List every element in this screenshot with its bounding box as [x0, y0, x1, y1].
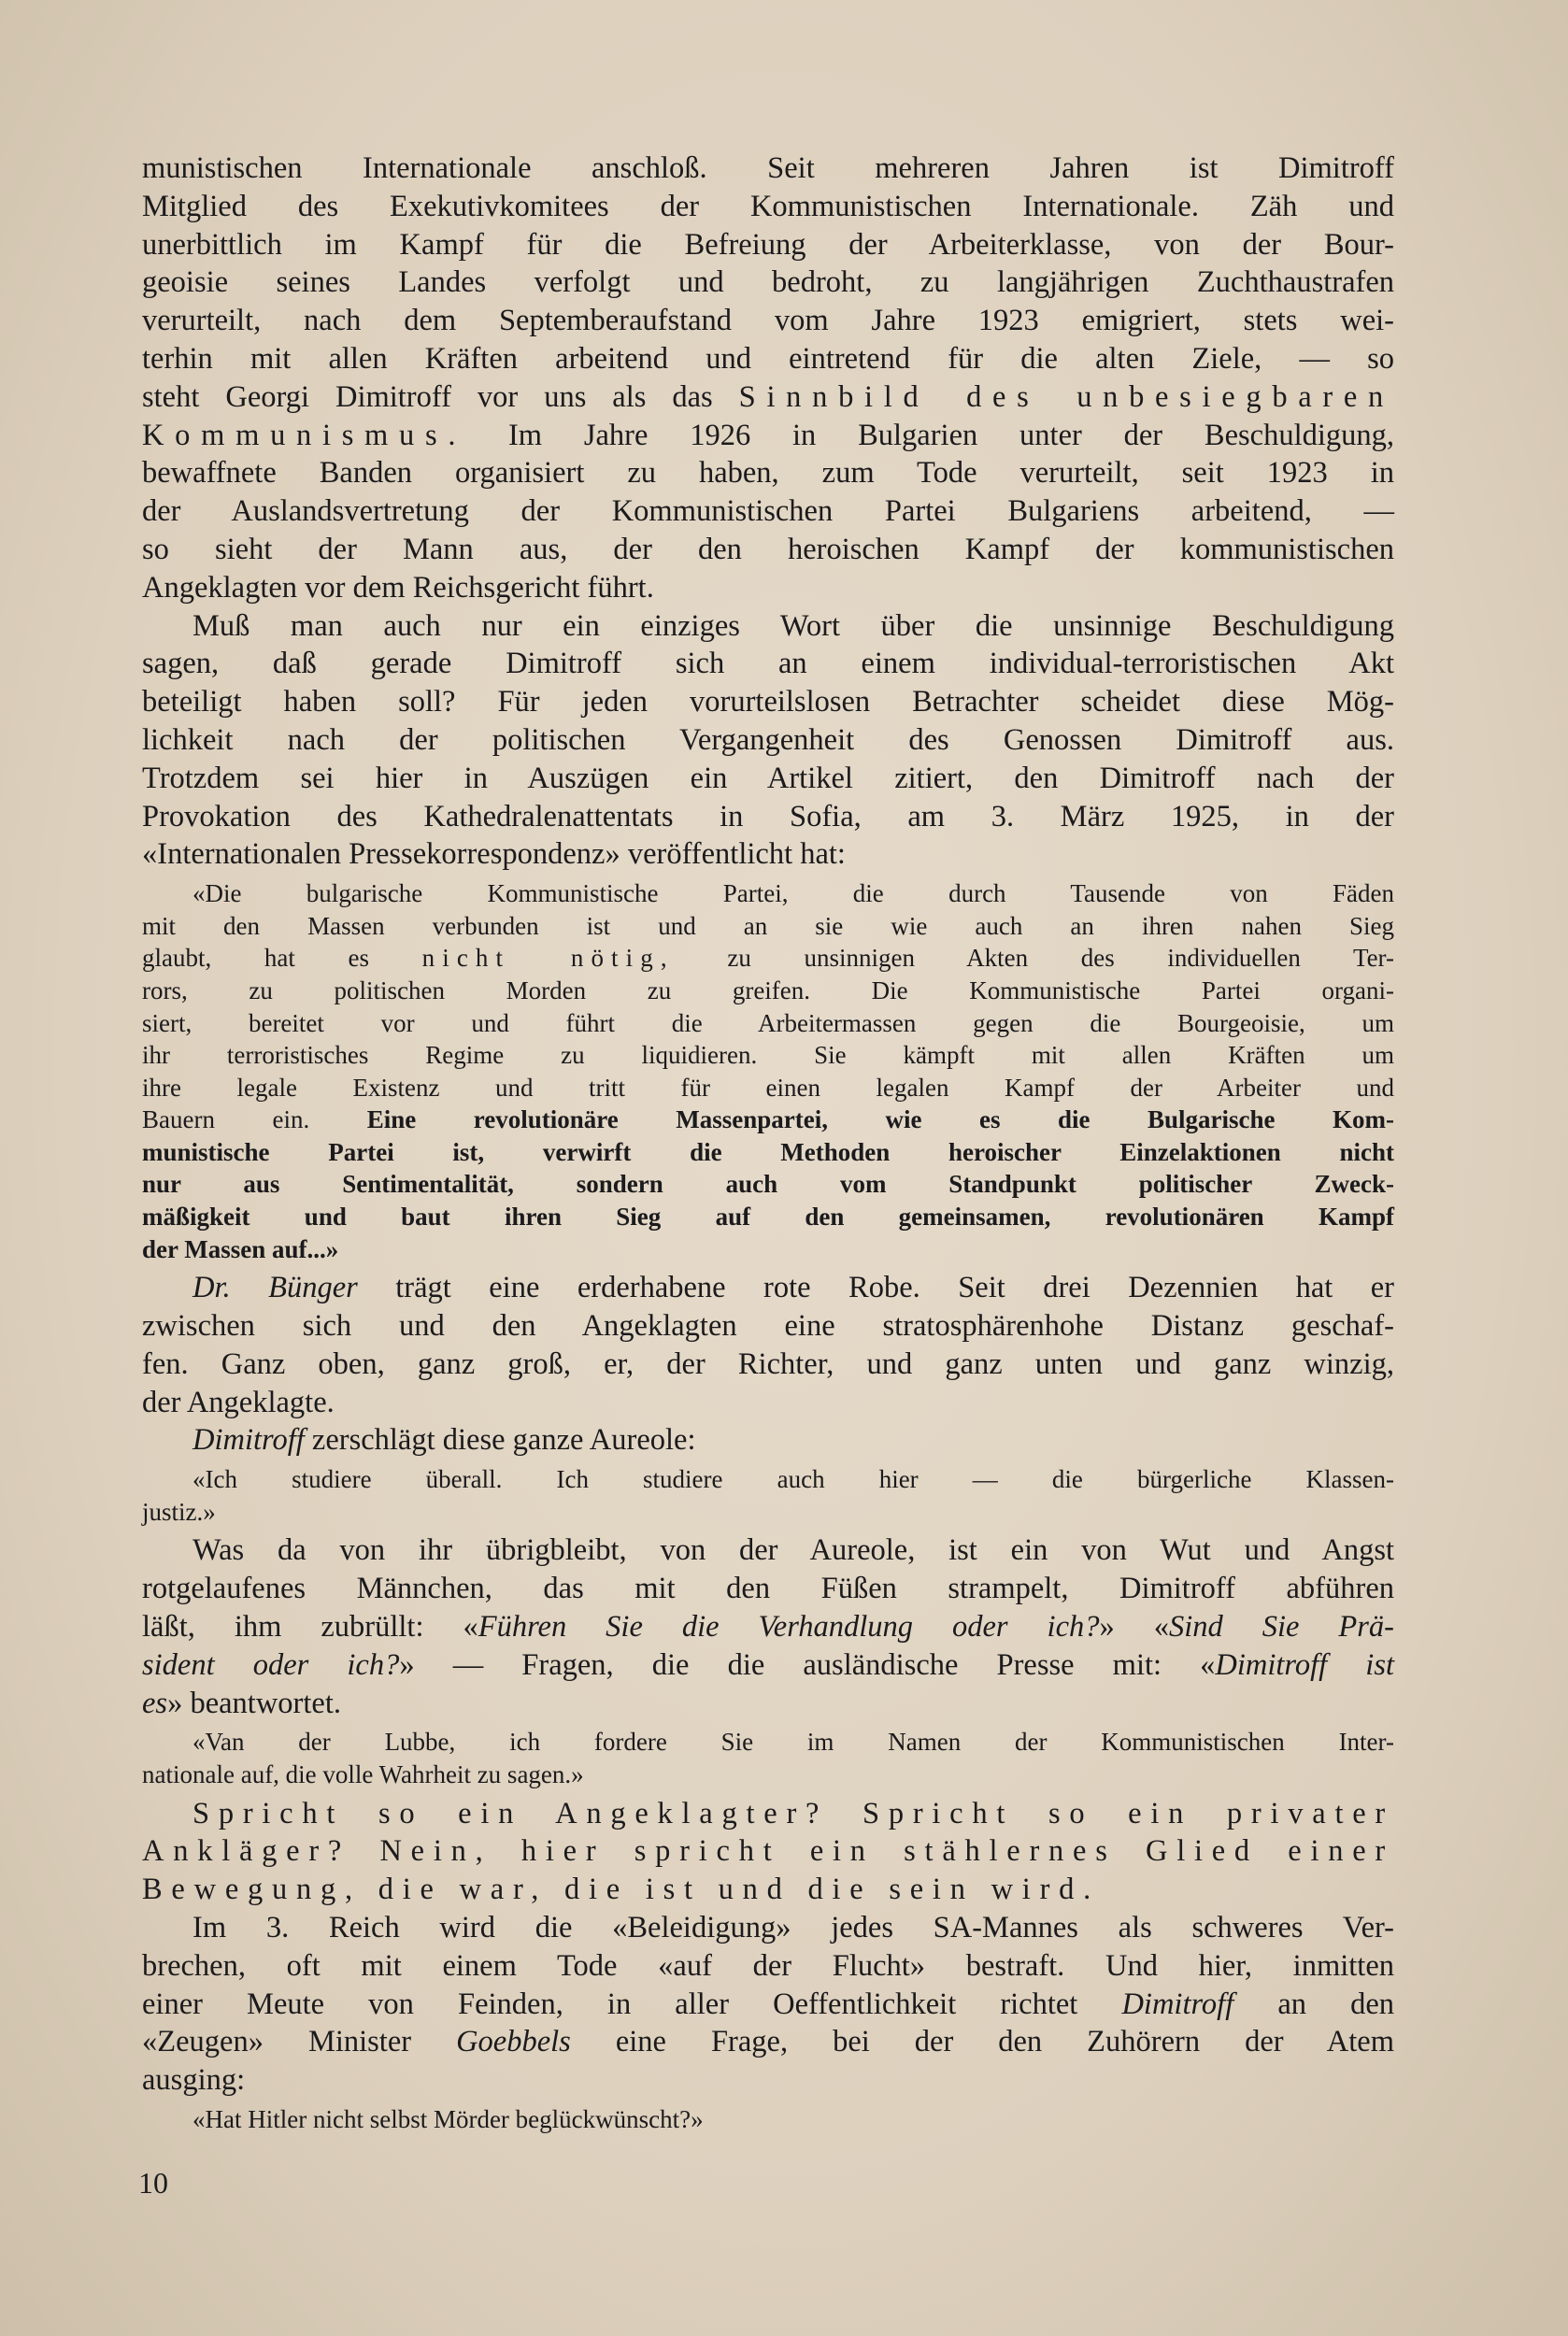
text-line: verurteilt, nach dem Septemberaufstand vom Jahre 1923 emigriert, stets wei-: [142, 304, 1394, 338]
text-run: einer Meute von Feinden, in aller Oeffentlichkeit richtet: [142, 1987, 1078, 2021]
block-quote: [142, 2103, 1394, 2136]
text-line: Was da von ihr übrigbleibt, von der Aureole, ist ein von Wut und Angst: [192, 1533, 1394, 1568]
quote-line: munistische Partei ist, verwirft die Methoden heroischer Einzelaktionen nicht: [142, 1137, 1394, 1166]
quote-line: «Hat Hitler nicht selbst Mörder beglückwünscht?»: [192, 2104, 704, 2133]
italic-name: Dimitroff: [1121, 1987, 1234, 2021]
text-run: » — Fragen, die die ausländische Presse mit: «: [399, 1647, 1216, 1682]
spaced-emphasis-line: Spricht so ein Angeklagter? Spricht so ein privater: [192, 1796, 1394, 1830]
quote-line: mäßigkeit und baut ihren Sieg auf den gemeinsamen, revolutionären Kampf: [142, 1203, 1394, 1232]
text-line: so sieht der Mann aus, der den heroischen Kampf der kommunistischen: [142, 532, 1394, 566]
italic-quote: Sind Sie Prä-: [1169, 1610, 1395, 1645]
text-line: [142, 378, 1394, 417]
text-line: beteiligt haben soll? Für jeden vorurteilslosen Betrachter scheidet diese Mög-: [142, 685, 1394, 719]
text-run: » beantwortet.: [167, 1686, 341, 1720]
text-line: [142, 417, 1394, 455]
text-line: munistischen Internationale anschloß. Seit mehreren Jahren ist Dimitroff: [142, 151, 1394, 185]
text-line: bewaffnete Banden organisiert zu haben, zum Tode verurteilt, seit 1923 in: [142, 456, 1394, 491]
body-text: [142, 150, 1394, 2136]
text-line: der Auslandsvertretung der Kommunistischen Partei Bulgariens arbeitend, —: [142, 494, 1394, 529]
text-line: Im 3. Reich wird die «Beleidigung» jedes SA-Mannes als schweres Ver-: [192, 1911, 1394, 1944]
quote-line: mit den Massen verbunden ist und an sie wie auch an ihren nahen Sieg: [142, 911, 1394, 940]
text-line: Provokation des Kathedralenattentats in Sofia, am 3. März 1925, in der: [142, 799, 1394, 833]
bold-emphasis: Eine revolutionäre Massenpartei, wie es die Bulgarische Kom-: [366, 1105, 1395, 1134]
italic-quote: Führen Sie die Verhandlung oder ich?: [478, 1610, 1100, 1645]
text-line: [142, 1646, 1394, 1685]
spaced-emphasis-line: Bewegung, die war, die ist und die sein wird.: [142, 1873, 1101, 1907]
text-run: trägt eine erderhabene rote Robe. Seit drei Dezennien hat er: [395, 1271, 1395, 1305]
quote-line: [142, 1104, 1394, 1136]
text-line: [142, 2023, 1394, 2061]
quote-line: «Die bulgarische Kommunistische Partei, die durch Tausende von Fäden: [192, 879, 1394, 908]
text-run: läßt, ihm zubrüllt: «: [142, 1610, 478, 1645]
text-line: rotgelaufenes Männchen, das mit den Füßen strampelt, Dimitroff abführen: [142, 1572, 1394, 1606]
text-line: Muß man auch nur ein einziges Wort über die unsinnige Beschuldigung: [192, 608, 1394, 643]
text-run: steht Georgi Dimitroff vor uns als das: [142, 379, 713, 414]
quote-line: siert, bereitet vor und führt die Arbeitermassen gegen die Bourgeoisie, um: [142, 1008, 1394, 1037]
text-run: zu unsinnigen Akten des individuellen Ter-: [727, 944, 1394, 973]
quote-line: der Massen auf...»: [142, 1234, 339, 1263]
block-quote: [142, 1463, 1394, 1528]
text-line: Mitglied des Exekutivkomitees der Kommunistischen Internationale. Zäh und: [142, 189, 1394, 223]
quote-line: ihre legale Existenz und tritt für einen legalen Kampf der Arbeiter und: [142, 1073, 1394, 1102]
text-line: [142, 1421, 1394, 1460]
italic-quote: sident oder ich?: [142, 1647, 400, 1682]
quote-line: nur aus Sentimentalität, sondern auch vom Standpunkt politischer Zweck-: [142, 1170, 1394, 1199]
spaced-emphasis: Kommunismus.: [142, 418, 467, 452]
text-line: [142, 1986, 1394, 2024]
italic-quote: es: [142, 1686, 168, 1720]
text-run: Im Jahre 1926 in Bulgarien unter der Beschuldigung,: [507, 418, 1395, 452]
quote-line: nationale auf, die volle Wahrheit zu sagen.»: [142, 1760, 584, 1789]
text-run: «Zeugen» Minister: [142, 2025, 412, 2059]
text-line: [142, 1685, 1394, 1723]
quote-line: ihr terroristisches Regime zu liquidieren. Sie kämpft mit allen Kräften um: [142, 1041, 1394, 1070]
quote-line: «Van der Lubbe, ich fordere Sie im Namen der Kommunistischen Inter-: [192, 1728, 1394, 1757]
text-run: eine Frage, bei der den Zuhörern der Atem: [615, 2025, 1394, 2059]
italic-name: Goebbels: [456, 2025, 571, 2059]
text-line: sagen, daß gerade Dimitroff sich an einem individual-terroristischen Akt: [142, 647, 1394, 681]
spaced-emphasis-line: Ankläger? Nein, hier spricht ein stählernes Glied einer: [142, 1834, 1394, 1869]
quote-line: «Ich studiere überall. Ich studiere auch hier — die bürgerliche Klassen-: [192, 1465, 1394, 1494]
italic-name: Dr. Bünger: [192, 1271, 358, 1305]
spaced-emphasis: nicht nötig,: [421, 944, 675, 973]
block-quote: [142, 1726, 1394, 1790]
text-run: zerschlägt diese ganze Aureole:: [311, 1423, 696, 1458]
text-run: glaubt, hat es: [142, 944, 369, 973]
text-line: lichkeit nach der politischen Vergangenheit des Genossen Dimitroff aus.: [142, 722, 1394, 757]
quote-line: rors, zu politischen Morden zu greifen. Die Kommunistische Partei organi-: [142, 976, 1394, 1004]
text-line: der Angeklagte.: [142, 1385, 335, 1419]
spaced-emphasis: Sinnbild des unbesiegbaren: [738, 379, 1394, 414]
text-line: unerbittlich im Kampf für die Befreiung der Arbeiterklasse, von der Bour-: [142, 227, 1394, 262]
page-number: 10: [138, 2166, 168, 2200]
text-line: [142, 1608, 1394, 1646]
text-line: geoisie seines Landes verfolgt und bedroht, zu langjährigen Zuchthaustrafen: [142, 265, 1394, 300]
text-line: terhin mit allen Kräften arbeitend und eintretend für die alten Ziele, — so: [142, 341, 1394, 376]
text-line: «Internationalen Pressekorrespondenz» veröffentlicht hat:: [142, 837, 846, 872]
text-line: zwischen sich und den Angeklagten eine stratosphärenhohe Distanz geschaf-: [142, 1309, 1394, 1344]
text-run: » «: [1099, 1610, 1169, 1645]
quote-line: [142, 942, 1394, 975]
text-line: Angeklagten vor dem Reichsgericht führt.: [142, 570, 654, 605]
text-run: an den: [1277, 1987, 1395, 2021]
italic-name: Dimitroff: [192, 1423, 305, 1458]
quote-line: justiz.»: [142, 1497, 216, 1526]
italic-quote: Dimitroff ist: [1215, 1647, 1394, 1682]
text-line: ausging:: [142, 2063, 246, 2098]
text-run: Bauern ein.: [142, 1105, 310, 1134]
text-line: fen. Ganz oben, ganz groß, er, der Richter, und ganz unten und ganz winzig,: [142, 1346, 1394, 1381]
text-line: [142, 1269, 1394, 1307]
text-line: brechen, oft mit einem Tode «auf der Flucht» bestraft. Und hier, inmitten: [142, 1948, 1394, 1983]
text-line: Trotzdem sei hier in Auszügen ein Artikel zitiert, den Dimitroff nach der: [142, 761, 1394, 795]
block-quote: [142, 877, 1394, 1265]
